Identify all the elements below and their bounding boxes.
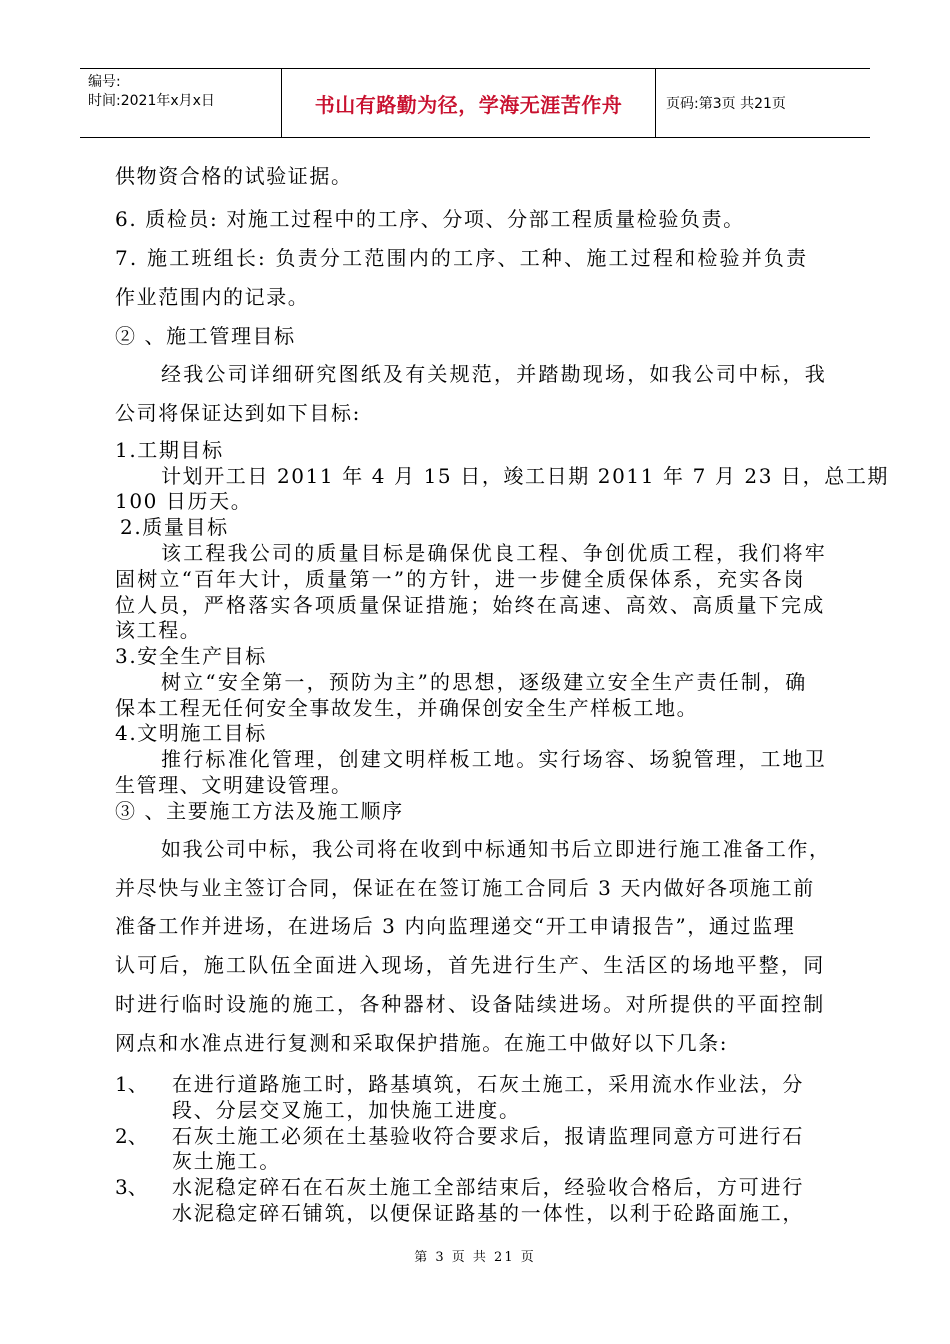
list-item-number: 1、 — [115, 1072, 148, 1096]
list-item-text: 水泥稳定碎石在石灰土施工全部结束后，经验收合格后，方可进行 — [172, 1175, 805, 1199]
body-line: 推行标准化管理，创建文明样板工地。实行场容、场貌管理，工地卫 — [161, 747, 827, 771]
list-item-number: 3、 — [115, 1175, 148, 1199]
body-line: 供物资合格的试验证据。 — [115, 164, 353, 188]
time-label: 时间:2021年x月x日 — [88, 93, 215, 109]
body-line: 该工程我公司的质量目标是确保优良工程、争创优质工程，我们将牢 — [161, 541, 827, 565]
body-line: 100 日历天。 — [115, 489, 253, 513]
body-line: 认可后，施工队伍全面进入现场，首先进行生产、生活区的场地平整，同 — [115, 953, 826, 977]
body-line: 7. 施工班组长: 负责分工范围内的工序、工种、施工过程和检验并负责 — [115, 246, 809, 270]
body-line: 6. 质检员: 对施工过程中的工序、分项、分部工程质量检验负责。 — [115, 207, 745, 231]
document-header — [80, 68, 870, 138]
page-footer: 第 3 页 共 21 页 — [414, 1250, 536, 1265]
body-line: 经我公司详细研究图纸及有关规范，并踏勘现场，如我公司中标，我 — [161, 362, 827, 386]
list-item-text: 石灰土施工必须在土基验收符合要求后，报请监理同意方可进行石 — [172, 1124, 805, 1148]
list-item-text: 灰土施工。 — [172, 1149, 281, 1173]
body-line: 位人员，严格落实各项质量保证措施；始终在高速、高效、高质量下完成 — [115, 593, 826, 617]
subheading: 4.文明施工目标 — [115, 721, 267, 745]
body-line: 公司将保证达到如下目标: — [115, 401, 361, 425]
body-line: 固树立“百年大计，质量第一”的方针，进一步健全质保体系，充实各岗 — [115, 567, 806, 591]
body-line: 计划开工日 2011 年 4 月 15 日，竣工日期 2011 年 7 月 23 日，总工期 — [161, 464, 890, 488]
subheading: 3.安全生产目标 — [115, 644, 267, 668]
body-line: 保本工程无任何安全事故发生，并确保创安全生产样板工地。 — [115, 696, 699, 720]
body-line: 如我公司中标，我公司将在收到中标通知书后立即进行施工准备工作， — [161, 837, 831, 861]
section-heading: ③ 、主要施工方法及施工顺序 — [115, 799, 404, 823]
body-line: 该工程。 — [115, 618, 202, 642]
header-page-label: 页码:第3页 共21页 — [666, 96, 786, 112]
body-line: 树立“安全第一，预防为主”的思想，逐级建立安全生产责任制，确 — [161, 670, 808, 694]
body-line: 准备工作并进场，在进场后 3 内向监理递交“开工申请报告”，通过监理 — [115, 914, 796, 938]
body-line: 时进行临时设施的施工，各种器材、设备陆续进场。对所提供的平面控制 — [115, 992, 826, 1016]
body-line: 生管理、文明建设管理。 — [115, 773, 353, 797]
list-item-number: 2、 — [115, 1124, 148, 1148]
section-heading: ② 、施工管理目标 — [115, 324, 296, 348]
body-line: 并尽快与业主签订合同，保证在在签订施工合同后 3 天内做好各项施工前 — [115, 876, 815, 900]
header-meta-cell — [80, 69, 282, 137]
header-motto: 书山有路勤为径，学海无涯苦作舟 — [282, 69, 656, 137]
number-label: 编号: — [88, 74, 121, 90]
subheading: 2.质量目标 — [120, 515, 229, 539]
subheading: 1.工期目标 — [115, 438, 224, 462]
body-line: 网点和水准点进行复测和采取保护措施。在施工中做好以下几条: — [115, 1031, 729, 1055]
body-line: 作业范围内的记录。 — [115, 285, 310, 309]
list-item-text: 在进行道路施工时，路基填筑，石灰土施工，采用流水作业法，分 — [172, 1072, 805, 1096]
list-item-text: 段、分层交叉施工，加快施工进度。 — [172, 1098, 521, 1122]
list-item-text: 水泥稳定碎石铺筑，以便保证路基的一体性，以利于砼路面施工， — [172, 1201, 805, 1225]
